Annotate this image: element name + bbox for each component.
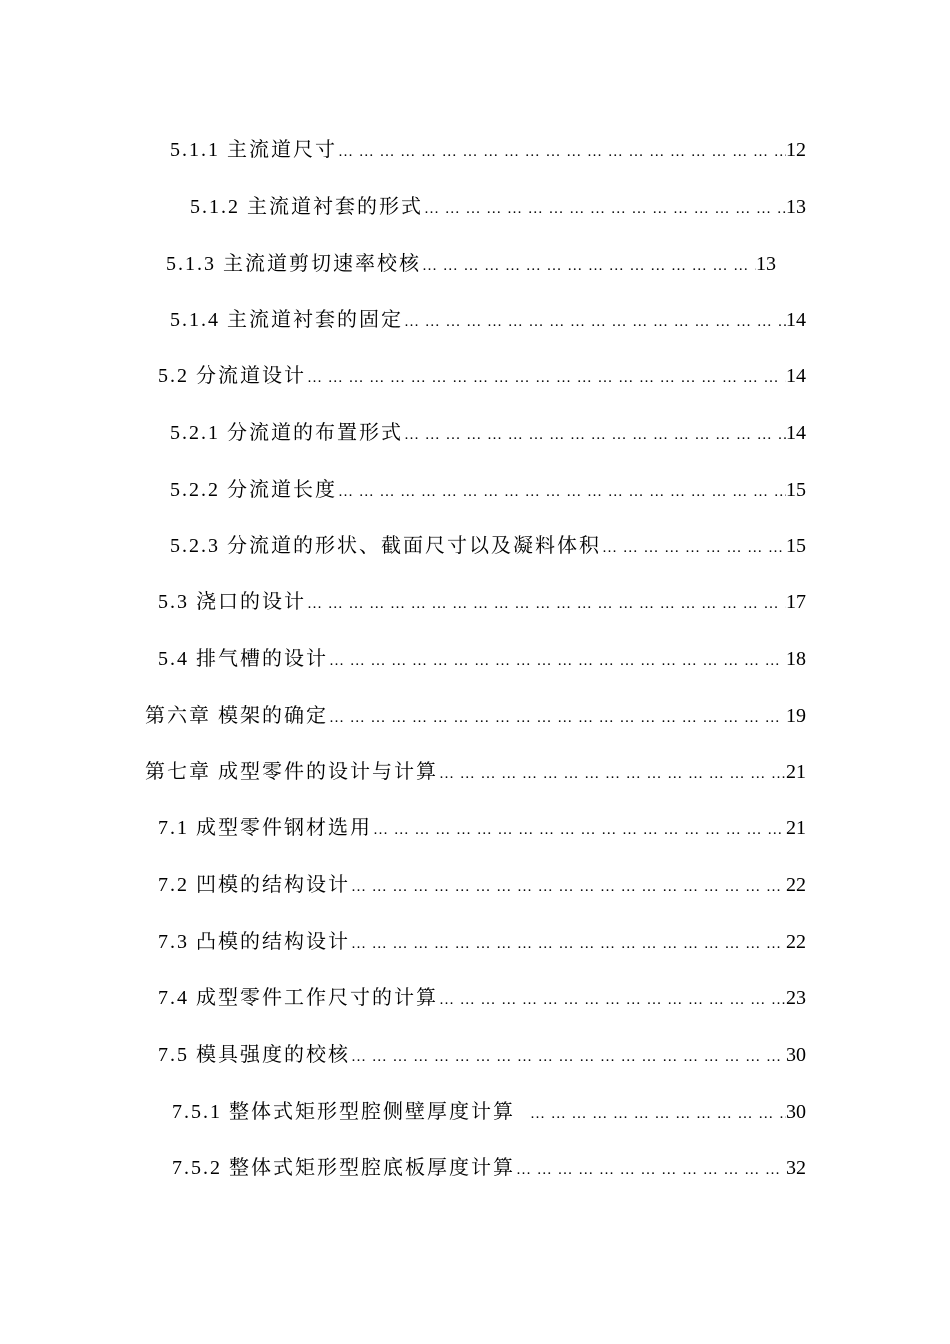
toc-dot-leader	[350, 1042, 786, 1072]
toc-entry-title: 第六章 模架的确定	[145, 705, 328, 727]
toc-entry-page: 30	[786, 1044, 806, 1066]
toc-entry-title: 5.2.1 分流道的布置形式	[170, 422, 403, 444]
toc-entry-page: 14	[786, 422, 806, 444]
toc-entry[interactable]	[158, 587, 806, 617]
toc-entry-title: 5.2 分流道设计	[158, 365, 306, 387]
toc-dot-leader	[421, 251, 756, 281]
toc-entry-page: 13	[786, 196, 806, 218]
toc-entry[interactable]	[158, 1040, 806, 1070]
toc-dot-leader	[403, 307, 786, 337]
toc-dot-leader	[438, 985, 786, 1015]
toc-entry-title: 5.4 排气槽的设计	[158, 648, 328, 670]
toc-entry-page: 14	[786, 365, 806, 387]
toc-entry[interactable]	[158, 361, 806, 391]
toc-dot-leader	[306, 363, 786, 393]
toc-entry-page: 12	[786, 139, 806, 161]
toc-entry[interactable]	[170, 305, 806, 335]
toc-dot-leader	[529, 1099, 786, 1129]
toc-dot-leader	[601, 533, 786, 563]
toc-entry[interactable]	[158, 983, 806, 1013]
toc-entry-title: 第七章 成型零件的设计与计算	[145, 761, 438, 783]
toc-entry-page: 30	[786, 1101, 806, 1123]
toc-entry[interactable]	[172, 1153, 806, 1183]
toc-entry-page: 21	[786, 817, 806, 839]
toc-entry-title: 5.1.2 主流道衬套的形式	[190, 196, 423, 218]
toc-dot-leader	[515, 1155, 786, 1185]
toc-entry-page: 19	[786, 705, 806, 727]
toc-entry[interactable]	[170, 475, 806, 505]
toc-entry-page: 22	[786, 874, 806, 896]
toc-entry-title: 7.5.2 整体式矩形型腔底板厚度计算	[172, 1157, 515, 1179]
toc-entry[interactable]	[190, 192, 806, 222]
toc-entry-title: 7.2 凹模的结构设计	[158, 874, 350, 896]
toc-dot-leader	[403, 420, 786, 450]
toc-entry-title: 5.1.4 主流道衬套的固定	[170, 309, 403, 331]
toc-dot-leader	[306, 589, 786, 619]
toc-dot-leader	[337, 477, 786, 507]
toc-entry-title: 7.5.1 整体式矩形型腔侧壁厚度计算	[172, 1101, 515, 1123]
toc-dot-leader	[328, 646, 786, 676]
toc-entry-page: 18	[786, 648, 806, 670]
toc-entry[interactable]	[158, 813, 806, 843]
toc-entry[interactable]	[158, 927, 806, 957]
toc-entry-title: 7.4 成型零件工作尺寸的计算	[158, 987, 438, 1009]
toc-entry-title: 7.5 模具强度的校核	[158, 1044, 350, 1066]
toc-entry-page: 15	[786, 535, 806, 557]
toc-entry[interactable]	[170, 135, 806, 165]
toc-entry[interactable]	[170, 531, 806, 561]
toc-entry-title: 5.2.2 分流道长度	[170, 479, 337, 501]
toc-entry-page: 32	[786, 1157, 806, 1179]
toc-entry[interactable]	[172, 1097, 806, 1127]
toc-entry-title: 5.1.3 主流道剪切速率校核	[166, 253, 421, 275]
toc-entry-page: 15	[786, 479, 806, 501]
toc-dot-leader	[350, 872, 786, 902]
toc-entry-page: 21	[786, 761, 806, 783]
toc-entry-page: 23	[786, 987, 806, 1009]
toc-entry-page: 13	[756, 253, 776, 275]
toc-dot-leader	[350, 929, 786, 959]
toc-entry[interactable]	[158, 644, 806, 674]
toc-entry-title: 5.1.1 主流道尺寸	[170, 139, 337, 161]
toc-entry[interactable]	[166, 249, 776, 279]
toc-entry-page: 17	[786, 591, 806, 613]
toc-dot-leader	[438, 759, 786, 789]
toc-entry-title: 7.1 成型零件钢材选用	[158, 817, 372, 839]
toc-dot-leader	[337, 137, 786, 167]
toc-dot-leader	[423, 194, 786, 224]
toc-entry-title: 7.3 凸模的结构设计	[158, 931, 350, 953]
toc-entry-title: 5.3 浇口的设计	[158, 591, 306, 613]
toc-entry-page: 22	[786, 931, 806, 953]
toc-entry[interactable]	[145, 701, 806, 731]
toc-entry-page: 14	[786, 309, 806, 331]
toc-entry-title: 5.2.3 分流道的形状、截面尺寸以及凝料体积	[170, 535, 601, 557]
toc-dot-leader	[328, 703, 786, 733]
toc-entry[interactable]	[145, 757, 806, 787]
toc-entry[interactable]	[170, 418, 806, 448]
toc-dot-leader	[372, 815, 786, 845]
toc-entry[interactable]	[158, 870, 806, 900]
